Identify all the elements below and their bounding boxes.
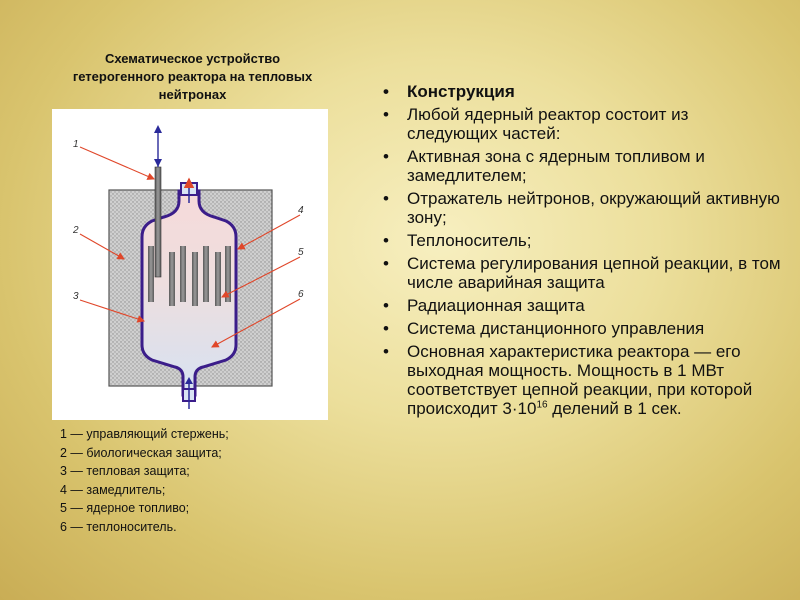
- list-item-power: [383, 342, 783, 418]
- reactor-schematic: [52, 109, 328, 420]
- list-item: • Система дистанционного управления: [383, 319, 783, 338]
- callout-6: 6: [298, 289, 304, 300]
- legend-item: 4 — замедлитель;: [60, 482, 166, 497]
- list-heading: • Конструкция: [383, 82, 783, 101]
- control-rod: [155, 167, 161, 277]
- power-text: Основная характеристика реактора — его выходная мощность. Мощность в 1 МВт соответствует цепной реакции, при которой происходит 3·10: [407, 342, 753, 418]
- legend-item: 1 — управляющий стержень;: [60, 427, 229, 441]
- list-item: • Радиационная защита: [383, 296, 783, 315]
- legend-item: 6 — теплоноситель.: [60, 519, 177, 534]
- callout-2: 2: [73, 225, 79, 236]
- diagram-legend: [60, 425, 350, 536]
- list-item: • Отражатель нейтронов, окружающий активную зону;: [383, 189, 783, 227]
- list-item: • Система регулирования цепной реакции, в том числе аварийная защита: [383, 254, 783, 292]
- power-exponent: 16: [536, 399, 548, 411]
- construction-list: [383, 82, 783, 422]
- reactor-diagram: [52, 109, 328, 420]
- legend-item: 5 — ядерное топливо;: [60, 501, 190, 515]
- legend-item: 3 — тепловая защита;: [60, 464, 190, 478]
- power-text-end: делений в 1 сек.: [547, 399, 682, 418]
- list-item: • Любой ядерный реактор состоит из следующих частей:: [383, 105, 783, 143]
- list-item: • Активная зона с ядерным топливом и замедлителем;: [383, 147, 783, 185]
- callout-1: 1: [73, 139, 79, 150]
- callout-4: 4: [298, 205, 304, 216]
- list-item: • Теплоноситель;: [383, 231, 783, 250]
- legend-item: 2 — биологическая защита;: [60, 445, 222, 460]
- diagram-title: Схематическое устройство гетерогенного реактора на тепловых нейтронах: [72, 51, 313, 102]
- callout-5: 5: [298, 247, 304, 258]
- callout-3: 3: [73, 291, 79, 302]
